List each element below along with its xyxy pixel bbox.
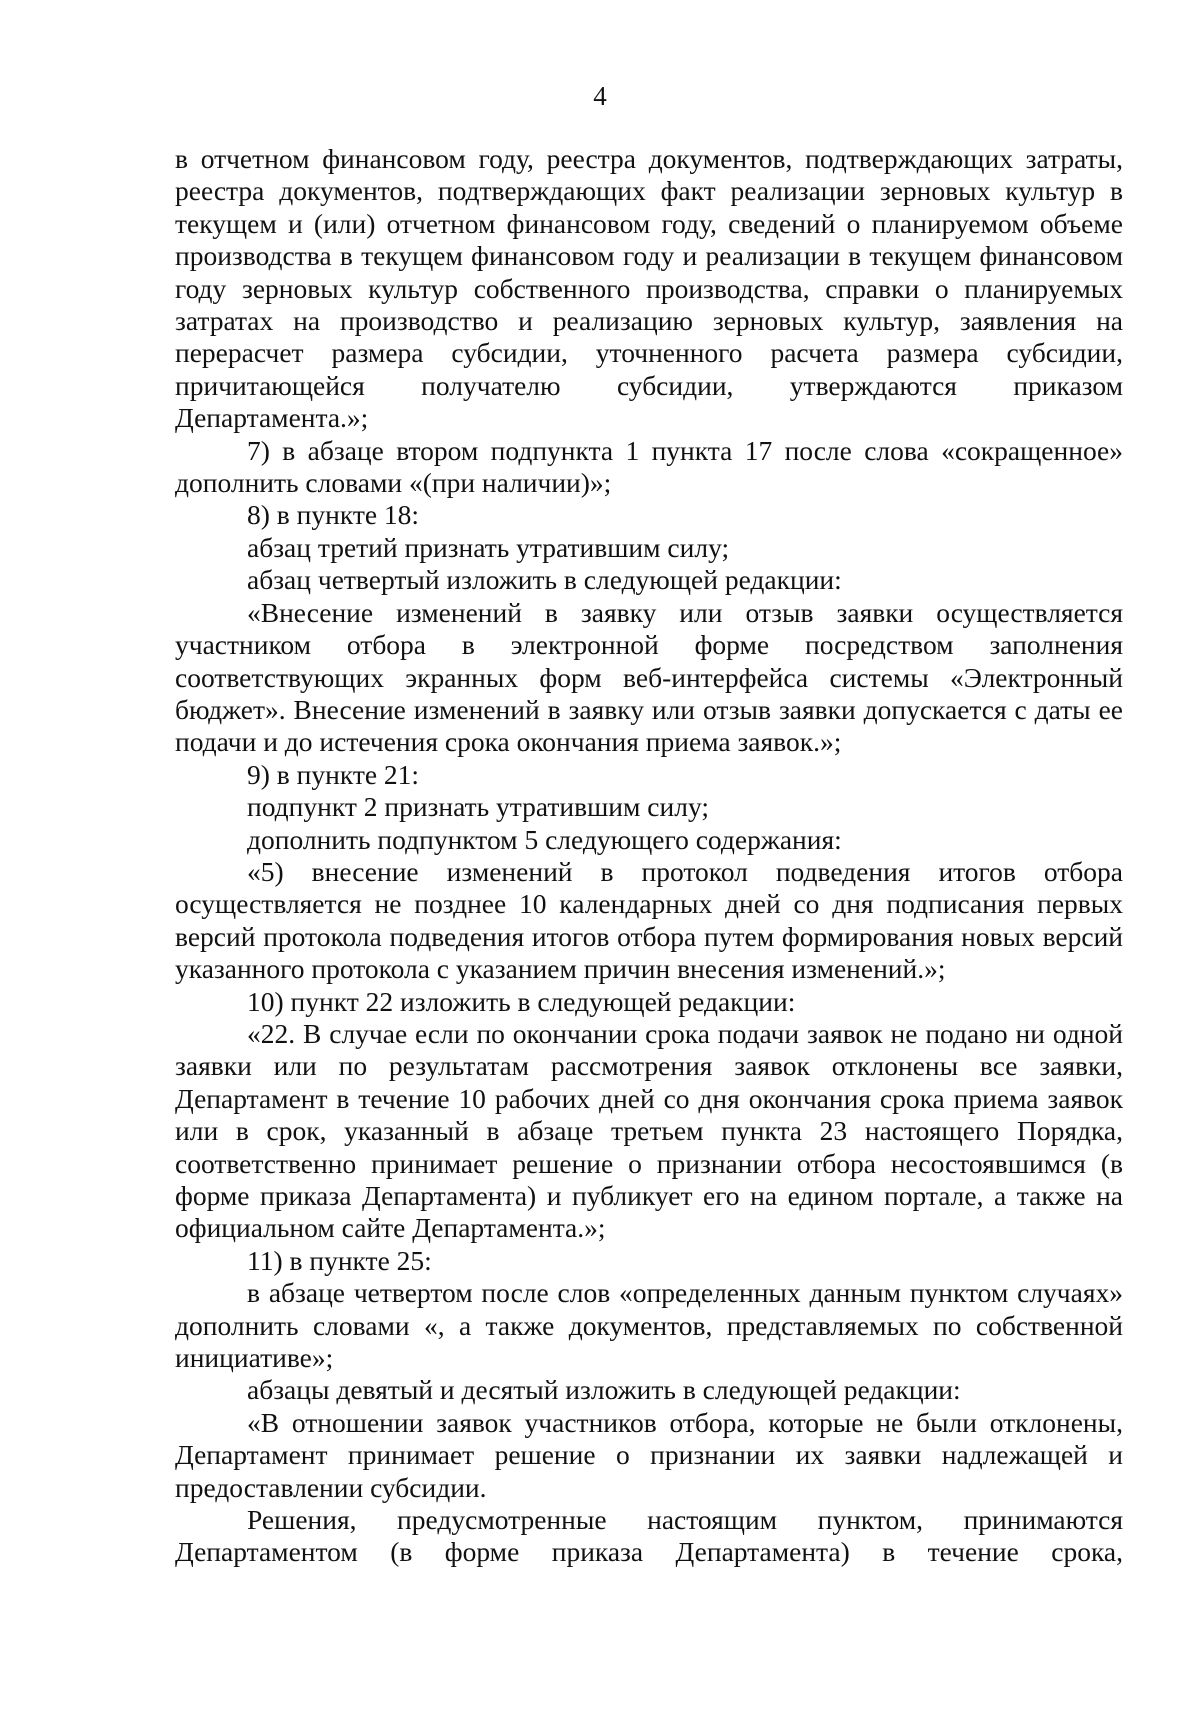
paragraph: абзацы девятый и десятый изложить в следующей редакции: — [247, 1374, 961, 1406]
paragraph-quote: «В отношении заявок участников отбора, которые не были отклонены, Департамент принимает решение о признании их заявки надлежащей и предоставлении субсидии. — [175, 1406, 1123, 1503]
paragraph: в абзаце четвертом после слов «определенных данным пунктом случаях» дополнить словами «, а также документов, представляемых по собственной инициативе»; — [175, 1277, 1123, 1374]
page-number: 4 — [593, 81, 607, 111]
paragraph-quote: «22. В случае если по окончании срока подачи заявок не подано ни одной заявки или по результатам рассмотрения заявок отклонены все заявки, Департамент в течение 10 рабочих дней со дня окончания срока приема заявок или в срок, указанный в абзаце третьем пункта 23 настоящего Порядка, соответственно принимает решение о признании отбора несостоявшимся (в форме приказа Департамента) и публикует его на едином портале, а также на официальном сайте Департамента.»; — [175, 1017, 1123, 1244]
paragraph-item-10: 10) пункт 22 изложить в следующей редакции: — [247, 985, 796, 1017]
paragraph-quote: «Внесение изменений в заявку или отзыв заявки осуществляется участником отбора в электронной форме посредством заполнения соответствующих экранных форм веб-интерфейса системы «Электронный бюджет». Внесение изменений в заявку или отзыв заявки допускается с даты ее подачи и до истечения срока окончания приема заявок.»; — [175, 596, 1123, 758]
paragraph-continuation: в отчетном финансовом году, реестра документов, подтверждающих затраты, реестра документов, подтверждающих факт реализации зерновых культур в текущем и (или) отчетном финансовом году, сведений о планируемом объеме производства в текущем финансовом году и реализации в текущем финансовом году зерновых культур собственного производства, справки о планируемых затратах на производство и реализацию зерновых культур, заявления на перерасчет размера субсидии, уточненного расчета размера субсидии, причитающейся получателю субсидии, утверждаются приказом Департамента.»; — [175, 143, 1123, 434]
document-body — [175, 143, 1123, 1569]
paragraph: подпункт 2 признать утратившим силу; — [247, 791, 709, 823]
paragraph: абзац четвертый изложить в следующей редакции: — [247, 564, 842, 596]
paragraph-item-11: 11) в пункте 25: — [247, 1244, 432, 1276]
paragraph-item-8: 8) в пункте 18: — [247, 499, 420, 531]
paragraph: дополнить подпунктом 5 следующего содержания: — [247, 823, 842, 855]
paragraph-item-7: 7) в абзаце втором подпункта 1 пункта 17 после слова «сокращенное» дополнить словами «(при наличии)»; — [175, 434, 1123, 499]
paragraph-quote: «5) внесение изменений в протокол подведения итогов отбора осуществляется не позднее 10 календарных дней со дня подписания первых версий протокола подведения итогов отбора путем формирования новых версий указанного протокола с указанием причин внесения изменений.»; — [175, 855, 1123, 985]
paragraph-item-9: 9) в пункте 21: — [247, 758, 420, 790]
paragraph: абзац третий признать утратившим силу; — [247, 531, 730, 563]
paragraph-last: Решения, предусмотренные настоящим пунктом, принимаются Департаментом (в форме приказа Департамента) в течение срока, — [175, 1504, 1123, 1568]
